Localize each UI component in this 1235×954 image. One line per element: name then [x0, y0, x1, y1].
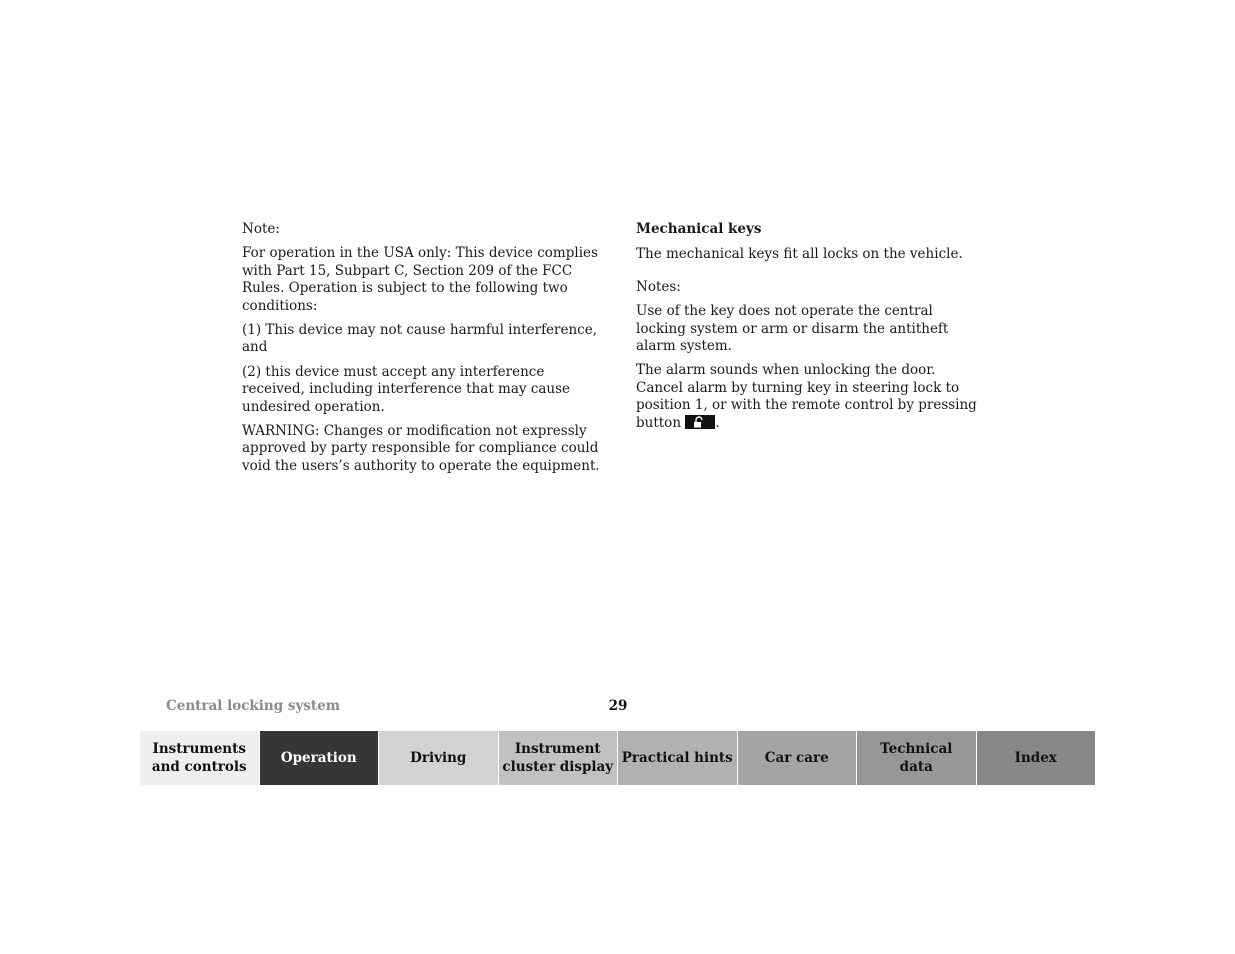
section-title: Central locking system [166, 698, 341, 714]
condition-2-paragraph: (2) this device must accept any interference received, including interference that may cause undesired operation. [242, 363, 571, 415]
tab-instruments-and-controls[interactable]: Instruments and controls [140, 731, 260, 785]
right-column [636, 221, 986, 439]
page-number: 29 [608, 698, 628, 714]
tab-car-care[interactable]: Car care [738, 731, 858, 785]
mechanical-keys-heading: Mechanical keys [636, 221, 762, 237]
alarm-note-text: The alarm sounds when unlocking the door. Cancel alarm by turning key in steering lock to position 1, or with the remote control by pressing button [636, 362, 977, 431]
alarm-note-paragraph [636, 362, 986, 432]
left-column [242, 221, 607, 482]
key-note-paragraph: Use of the key does not operate the central locking system or arm or disarm the antitheft alarm system. [636, 303, 949, 355]
condition-1-paragraph: (1) This device may not cause harmful interference, and [242, 322, 598, 356]
notes-label: Notes: [636, 278, 681, 295]
tab-instrument-cluster-display[interactable]: Instrument cluster display [499, 731, 619, 785]
chapter-nav-tabs [140, 731, 1095, 785]
tab-driving[interactable]: Driving [379, 731, 499, 785]
unlock-icon [685, 415, 715, 429]
alarm-note-period: . [715, 414, 720, 431]
warning-paragraph: WARNING: Changes or modification not expressly approved by party responsible for compliance could void the users’s authority to operate the equipment. [242, 423, 600, 474]
mechanical-keys-paragraph: The mechanical keys fit all locks on the vehicle. [636, 246, 963, 263]
tab-technical-data[interactable]: Technical data [857, 731, 977, 785]
fcc-compliance-paragraph: For operation in the USA only: This device complies with Part 15, Subpart C, Section 209 of the FCC Rules. Operation is subject to the following two conditions: [242, 245, 598, 314]
tab-index[interactable]: Index [977, 731, 1096, 785]
note-label: Note: [242, 221, 280, 237]
tab-practical-hints[interactable]: Practical hints [618, 731, 738, 785]
tab-operation[interactable]: Operation [260, 731, 380, 785]
